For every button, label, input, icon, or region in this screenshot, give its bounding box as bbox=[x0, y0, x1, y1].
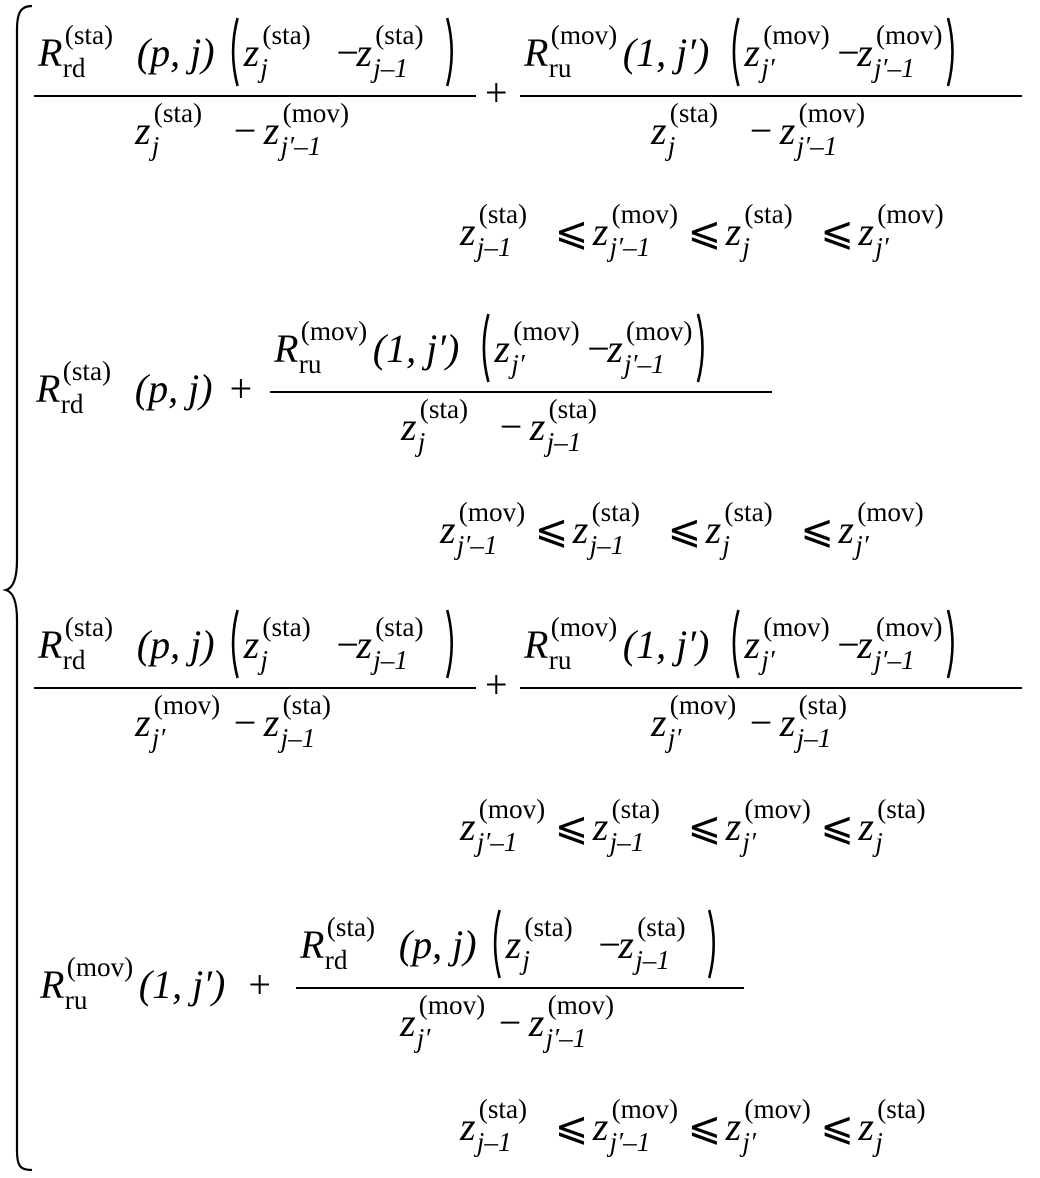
leq-sign: ⩽ bbox=[554, 804, 589, 849]
case-condition-2 bbox=[439, 497, 924, 560]
z-symbol: z bbox=[592, 1104, 609, 1149]
subscript: j–1 bbox=[609, 827, 645, 858]
z-symbol: z bbox=[838, 507, 854, 552]
coef-args: (p, j) bbox=[136, 30, 215, 75]
right-paren bbox=[698, 314, 703, 382]
minus-sign: − bbox=[749, 108, 773, 153]
subscript: j′ bbox=[742, 1127, 756, 1158]
subscript: j′ bbox=[742, 827, 756, 858]
left-paren bbox=[734, 610, 739, 678]
z-symbol: z bbox=[440, 507, 456, 552]
subscript: j′ bbox=[761, 645, 775, 676]
subscript: j′ bbox=[855, 530, 869, 561]
subscript: ru bbox=[548, 53, 572, 84]
minus-sign: − bbox=[587, 326, 610, 371]
subscript: j bbox=[522, 945, 530, 976]
minus-sign: − bbox=[336, 30, 359, 75]
subscript: j–1 bbox=[476, 232, 512, 263]
subscript: ru bbox=[548, 645, 572, 676]
coef-args: (1, j′) bbox=[622, 622, 710, 667]
z-symbol: z bbox=[725, 804, 742, 849]
coef-symbol: R bbox=[274, 326, 299, 371]
case-condition-4 bbox=[459, 1094, 926, 1157]
leq-sign: ⩽ bbox=[534, 507, 569, 552]
fraction bbox=[296, 910, 744, 1053]
z-symbol: z bbox=[779, 108, 796, 153]
coef-args: (p, j) bbox=[398, 922, 477, 967]
case-row-4 bbox=[39, 910, 744, 1053]
superscript: (sta) bbox=[375, 20, 424, 50]
subscript: j–1 bbox=[373, 645, 408, 676]
z-symbol: z bbox=[744, 30, 760, 75]
coef-args: (p, j) bbox=[136, 622, 215, 667]
superscript: (mov) bbox=[300, 316, 368, 346]
plus-sign: + bbox=[248, 962, 271, 1007]
z-symbol: z bbox=[529, 404, 546, 449]
subscript: j–1 bbox=[635, 945, 670, 976]
superscript: (sta) bbox=[744, 199, 793, 229]
subscript: rd bbox=[324, 945, 348, 976]
subscript: j′–1 bbox=[874, 53, 915, 84]
left-paren bbox=[495, 910, 500, 978]
z-symbol: z bbox=[725, 209, 742, 254]
superscript: (mov) bbox=[877, 199, 944, 229]
case-condition-3 bbox=[459, 794, 926, 857]
superscript: (mov) bbox=[744, 1094, 811, 1124]
coef-args: (1, j′) bbox=[138, 962, 226, 1007]
superscript: (sta) bbox=[637, 912, 686, 942]
subscript: j′–1 bbox=[545, 1023, 587, 1054]
right-paren bbox=[948, 610, 953, 678]
minus-sign: − bbox=[837, 622, 860, 667]
coef-symbol: R bbox=[40, 962, 65, 1007]
superscript: (mov) bbox=[857, 497, 924, 527]
coef-symbol: R bbox=[524, 622, 549, 667]
minus-sign: − bbox=[233, 700, 257, 745]
superscript: (mov) bbox=[458, 497, 526, 527]
z-symbol: z bbox=[494, 326, 510, 371]
right-paren bbox=[709, 910, 714, 978]
superscript: (sta) bbox=[548, 394, 597, 424]
subscript: j bbox=[722, 530, 730, 561]
z-symbol: z bbox=[135, 108, 151, 153]
subscript: j′ bbox=[667, 723, 682, 754]
superscript: (mov) bbox=[798, 98, 866, 128]
z-symbol: z bbox=[744, 622, 760, 667]
superscript: (mov) bbox=[876, 612, 943, 642]
superscript: (mov) bbox=[763, 20, 830, 50]
superscript: (sta) bbox=[524, 912, 573, 942]
fraction bbox=[520, 18, 1022, 161]
superscript: (sta) bbox=[611, 794, 660, 824]
subscript: j′–1 bbox=[456, 530, 498, 561]
superscript: (sta) bbox=[478, 199, 528, 229]
subscript: rd bbox=[62, 645, 86, 676]
z-symbol: z bbox=[263, 700, 280, 745]
superscript: (mov) bbox=[153, 690, 221, 720]
z-symbol: z bbox=[592, 804, 609, 849]
subscript: j bbox=[875, 827, 883, 858]
left-paren bbox=[233, 610, 238, 678]
superscript: (mov) bbox=[547, 990, 615, 1020]
subscript: j′–1 bbox=[796, 131, 838, 162]
subscript: j–1 bbox=[476, 1127, 512, 1158]
z-symbol: z bbox=[505, 922, 522, 967]
fraction bbox=[520, 610, 1022, 753]
superscript: (sta) bbox=[62, 356, 112, 386]
leq-sign: ⩽ bbox=[554, 209, 589, 254]
subscript: j–1 bbox=[546, 427, 582, 458]
minus-sign: − bbox=[598, 922, 621, 967]
coef-args: (p, j) bbox=[134, 366, 213, 411]
subscript: j bbox=[151, 131, 160, 162]
z-symbol: z bbox=[857, 622, 873, 667]
superscript: (sta) bbox=[478, 1094, 528, 1124]
fraction bbox=[34, 18, 476, 161]
subscript: j–1 bbox=[280, 723, 316, 754]
superscript: (mov) bbox=[626, 316, 693, 346]
z-symbol: z bbox=[725, 1104, 742, 1149]
subscript: j bbox=[260, 645, 268, 676]
subscript: j′ bbox=[416, 1023, 431, 1054]
plus-sign: + bbox=[485, 70, 508, 115]
leq-sign: ⩽ bbox=[667, 507, 702, 552]
left-paren bbox=[734, 18, 739, 86]
z-symbol: z bbox=[460, 209, 476, 254]
superscript: (mov) bbox=[550, 20, 618, 50]
subscript: ru bbox=[298, 349, 322, 380]
subscript: j–1 bbox=[589, 530, 625, 561]
subscript: j′ bbox=[761, 53, 775, 84]
leq-sign: ⩽ bbox=[820, 1104, 854, 1149]
left-paren bbox=[484, 314, 489, 382]
superscript: (sta) bbox=[262, 20, 311, 50]
minus-sign: − bbox=[749, 700, 773, 745]
superscript: (mov) bbox=[669, 690, 737, 720]
z-symbol: z bbox=[243, 622, 260, 667]
leq-sign: ⩽ bbox=[687, 1104, 722, 1149]
z-symbol: z bbox=[401, 404, 417, 449]
minus-sign: − bbox=[837, 30, 860, 75]
leq-sign: ⩽ bbox=[687, 209, 722, 254]
superscript: (sta) bbox=[724, 497, 773, 527]
superscript: (sta) bbox=[877, 1094, 926, 1124]
z-symbol: z bbox=[651, 700, 667, 745]
subscript: j bbox=[260, 53, 268, 84]
case-row-1 bbox=[34, 18, 1022, 161]
minus-sign: − bbox=[498, 1000, 522, 1045]
superscript: (sta) bbox=[419, 394, 469, 424]
subscript: j′–1 bbox=[280, 131, 322, 162]
superscript: (mov) bbox=[282, 98, 350, 128]
superscript: (sta) bbox=[798, 690, 847, 720]
fraction bbox=[34, 610, 476, 753]
superscript: (mov) bbox=[611, 1094, 679, 1124]
subscript: ru bbox=[64, 985, 88, 1016]
superscript: (mov) bbox=[418, 990, 486, 1020]
coef-symbol: R bbox=[524, 30, 549, 75]
right-paren bbox=[447, 18, 452, 86]
subscript: j bbox=[667, 131, 676, 162]
superscript: (mov) bbox=[478, 794, 546, 824]
coef-symbol: R bbox=[38, 622, 63, 667]
subscript: rd bbox=[60, 389, 84, 420]
superscript: (mov) bbox=[66, 952, 134, 982]
plus-sign: + bbox=[229, 366, 253, 411]
superscript: (sta) bbox=[262, 612, 311, 642]
subscript: j–1 bbox=[796, 723, 832, 754]
fraction bbox=[270, 314, 772, 457]
minus-sign: − bbox=[233, 108, 257, 153]
coef-args: (1, j′) bbox=[372, 326, 460, 371]
superscript: (mov) bbox=[611, 199, 679, 229]
subscript: j–1 bbox=[373, 53, 408, 84]
z-symbol: z bbox=[858, 209, 874, 254]
z-symbol: z bbox=[858, 1104, 874, 1149]
case-row-2 bbox=[35, 314, 772, 457]
z-symbol: z bbox=[528, 1000, 545, 1045]
leq-sign: ⩽ bbox=[800, 507, 834, 552]
subscript: j′–1 bbox=[476, 827, 518, 858]
subscript: j′ bbox=[511, 349, 525, 380]
z-symbol: z bbox=[263, 108, 280, 153]
superscript: (sta) bbox=[153, 98, 203, 128]
z-symbol: z bbox=[460, 1104, 476, 1149]
leq-sign: ⩽ bbox=[820, 209, 854, 254]
superscript: (sta) bbox=[669, 98, 719, 128]
superscript: (sta) bbox=[375, 612, 424, 642]
z-symbol: z bbox=[651, 108, 667, 153]
subscript: j′ bbox=[151, 723, 166, 754]
z-symbol: z bbox=[592, 209, 609, 254]
superscript: (mov) bbox=[763, 612, 830, 642]
subscript: j′–1 bbox=[624, 349, 665, 380]
z-symbol: z bbox=[572, 507, 589, 552]
coef-args: (1, j′) bbox=[622, 30, 710, 75]
superscript: (mov) bbox=[550, 612, 618, 642]
superscript: (mov) bbox=[876, 20, 943, 50]
superscript: (sta) bbox=[326, 912, 376, 942]
coef-symbol: R bbox=[36, 366, 61, 411]
subscript: j bbox=[417, 427, 426, 458]
z-symbol: z bbox=[356, 622, 372, 667]
left-brace bbox=[6, 6, 32, 1170]
z-symbol: z bbox=[705, 507, 722, 552]
z-symbol: z bbox=[618, 922, 634, 967]
z-symbol: z bbox=[858, 804, 874, 849]
leq-sign: ⩽ bbox=[820, 804, 854, 849]
z-symbol: z bbox=[400, 1000, 416, 1045]
subscript: j bbox=[875, 1127, 883, 1158]
superscript: (sta) bbox=[282, 690, 331, 720]
superscript: (sta) bbox=[64, 612, 114, 642]
z-symbol: z bbox=[607, 326, 623, 371]
minus-sign: − bbox=[336, 622, 359, 667]
z-symbol: z bbox=[243, 30, 260, 75]
superscript: (mov) bbox=[513, 316, 580, 346]
leq-sign: ⩽ bbox=[554, 1104, 589, 1149]
superscript: (sta) bbox=[877, 794, 926, 824]
subscript: j′–1 bbox=[609, 1127, 651, 1158]
plus-sign: + bbox=[485, 662, 508, 707]
z-symbol: z bbox=[779, 700, 796, 745]
superscript: (mov) bbox=[744, 794, 811, 824]
right-paren bbox=[948, 18, 953, 86]
subscript: j′ bbox=[875, 232, 889, 263]
right-paren bbox=[447, 610, 452, 678]
z-symbol: z bbox=[356, 30, 372, 75]
left-paren bbox=[233, 18, 238, 86]
coef-symbol: R bbox=[38, 30, 63, 75]
superscript: (sta) bbox=[64, 20, 114, 50]
coef-symbol: R bbox=[300, 922, 325, 967]
leq-sign: ⩽ bbox=[687, 804, 722, 849]
minus-sign: − bbox=[499, 404, 523, 449]
case-condition-1 bbox=[459, 199, 944, 262]
z-symbol: z bbox=[460, 804, 476, 849]
subscript: j bbox=[742, 232, 750, 263]
subscript: j′–1 bbox=[874, 645, 915, 676]
subscript: j′–1 bbox=[609, 232, 651, 263]
z-symbol: z bbox=[857, 30, 873, 75]
case-row-3 bbox=[34, 610, 1022, 753]
z-symbol: z bbox=[135, 700, 151, 745]
subscript: rd bbox=[62, 53, 86, 84]
superscript: (sta) bbox=[591, 497, 640, 527]
